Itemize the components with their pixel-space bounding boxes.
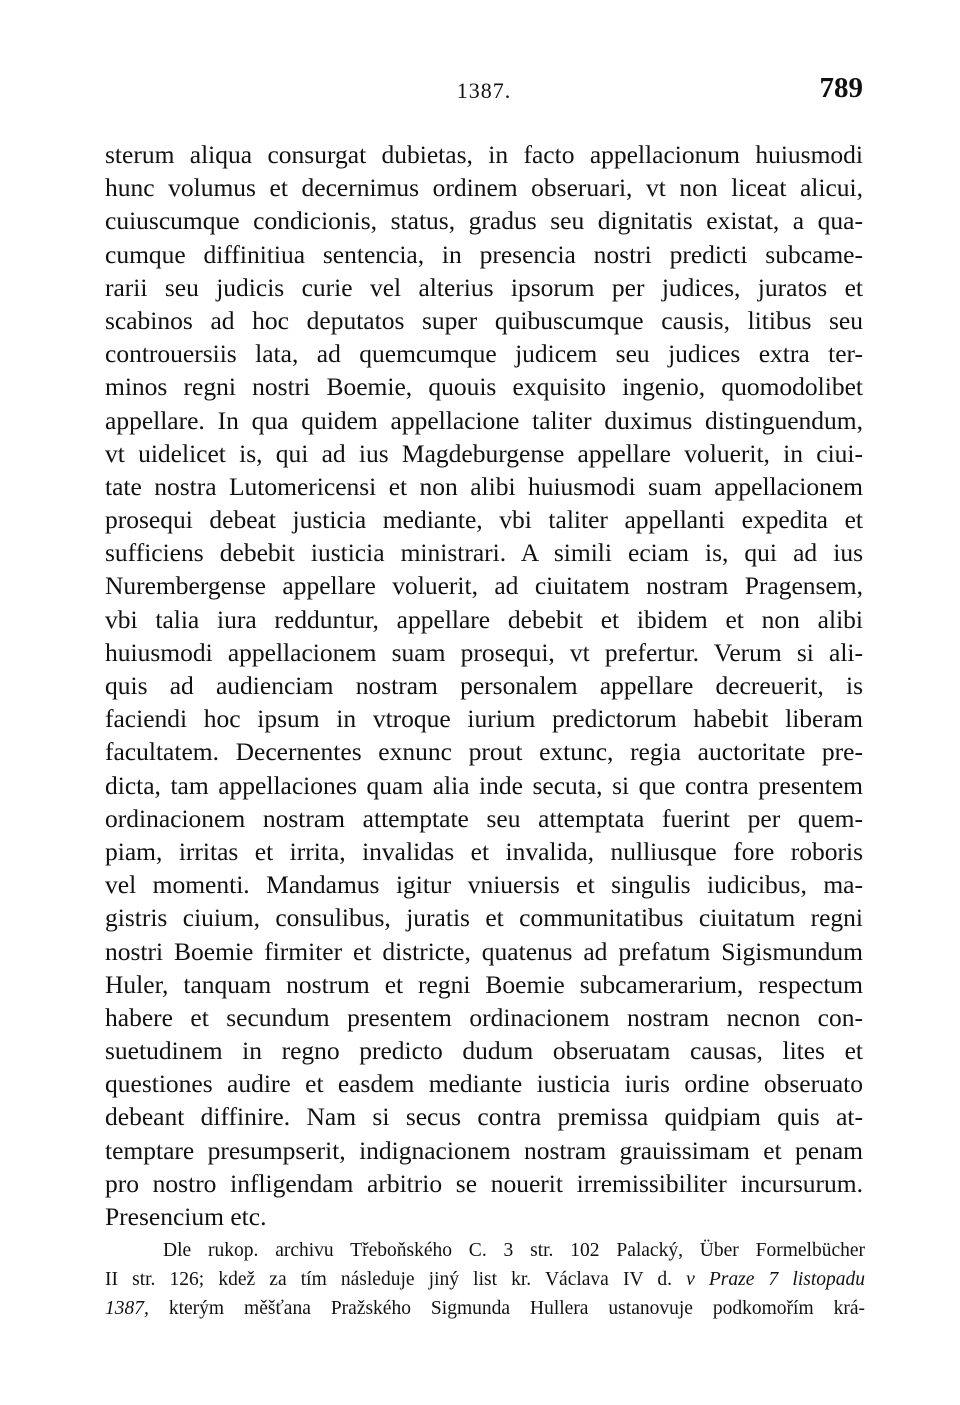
text-line: nostri Boemie firmiter et districte, quatenus ad prefatum Sigismundum	[105, 936, 863, 966]
text-line: vbi talia iura redduntur, appellare debebit et ibidem et non alibi	[105, 604, 863, 634]
text-line: tate nostra Lutomericensi et non alibi huiusmodi suam appellacionem	[105, 471, 863, 501]
text-line: controuersiis lata, ad quemcumque judicem seu judices extra ter-	[105, 339, 863, 369]
text-line: appellare. In qua quidem appellacione taliter duximus distinguendum,	[105, 405, 863, 435]
text-line: minos regni nostri Boemie, quouis exquisito ingenio, quomodolibet	[105, 372, 863, 402]
text-line: sufficiens debebit iusticia ministrari. A simili eciam is, qui ad ius	[105, 538, 863, 568]
text-line: suetudinem in regno predicto dudum obseruatam causas, lites et	[105, 1036, 863, 1066]
text-line: pro nostro infligendam arbitrio se nouerit irremissibiliter incursurum.	[105, 1168, 863, 1198]
text-line-last: Presencium etc.	[105, 1202, 267, 1231]
page-number: 789	[819, 72, 863, 104]
body-text	[105, 138, 863, 1233]
note-text: II str. 126; kdež za tím následuje jiný list kr. Václava IV d.	[105, 1269, 687, 1290]
text-line: quis ad audienciam nostram personalem appellare decreuerit, is	[105, 671, 863, 700]
note-date-italic: v Praze 7 listopadu	[686, 1269, 865, 1290]
text-line: Huler, tanquam nostrum et regni Boemie subcamerarium, respectum	[105, 969, 863, 999]
text-line: facultatem. Decernentes exnunc prout extunc, regia auctoritate pre-	[105, 737, 863, 767]
text-line: sterum aliqua consurgat dubietas, in facto appellacionum huiusmodi	[105, 140, 863, 169]
running-head-year: 1387.	[456, 78, 512, 103]
text-line: ordinacionem nostram attemptate seu attemptata fuerint per quem-	[105, 803, 863, 833]
text-line: debeant diffinire. Nam si secus contra premissa quidpiam quis at-	[105, 1102, 863, 1132]
text-line: questiones audire et easdem mediante iusticia iuris ordine obseruato	[105, 1069, 863, 1099]
text-line: piam, irritas et irrita, invalidas et invalida, nulliusque fore roboris	[105, 836, 863, 866]
text-line: hunc volumus et decernimus ordinem obseruari, vt non liceat alicui,	[105, 173, 863, 203]
text-line: vt uidelicet is, qui ad ius Magdeburgense appellare voluerit, in ciui-	[105, 438, 863, 468]
note-line	[105, 1265, 865, 1294]
text-line: habere et secundum presentem ordinacionem nostram necnon con-	[105, 1002, 863, 1032]
text-line: prosequi debeat justicia mediante, vbi taliter appellanti expedita et	[105, 505, 863, 535]
editorial-note	[105, 1236, 865, 1323]
text-line: temptare presumpserit, indignacionem nostram grauissimam et penam	[105, 1135, 863, 1165]
note-text: kterým měšťana Pražského Sigmunda Hullera ustanovuje podkomořím krá-	[148, 1298, 865, 1319]
text-line: scabinos ad hoc deputatos super quibuscumque causis, litibus seu	[105, 305, 863, 335]
text-line: cuiuscumque condicionis, status, gradus seu dignitatis existat, a qua-	[105, 206, 863, 236]
page-header	[105, 72, 863, 112]
note-line	[105, 1294, 865, 1323]
text-line: rarii seu judicis curie vel alterius ipsorum per judices, juratos et	[105, 272, 863, 302]
text-line: faciendi hoc ipsum in vtroque iurium predictorum habebit liberam	[105, 704, 863, 734]
text-line: huiusmodi appellacionem suam prosequi, vt prefertur. Verum si ali-	[105, 637, 863, 667]
note-line: Dle rukop. archivu Třeboňského C. 3 str. 102 Palacký, Über Formelbücher	[163, 1240, 865, 1261]
text-line: cumque diffinitiua sentencia, in presencia nostri predicti subcame-	[105, 239, 863, 269]
text-line: gistris ciuium, consulibus, juratis et communitatibus ciuitatum regni	[105, 903, 863, 933]
note-year-italic: 1387,	[105, 1298, 149, 1319]
text-line: vel momenti. Mandamus igitur vniuersis et singulis iudicibus, ma-	[105, 870, 863, 900]
text-line: dicta, tam appellaciones quam alia inde secuta, si que contra presentem	[105, 770, 863, 800]
text-line: Nurembergense appellare voluerit, ad ciuitatem nostram Pragensem,	[105, 571, 863, 601]
